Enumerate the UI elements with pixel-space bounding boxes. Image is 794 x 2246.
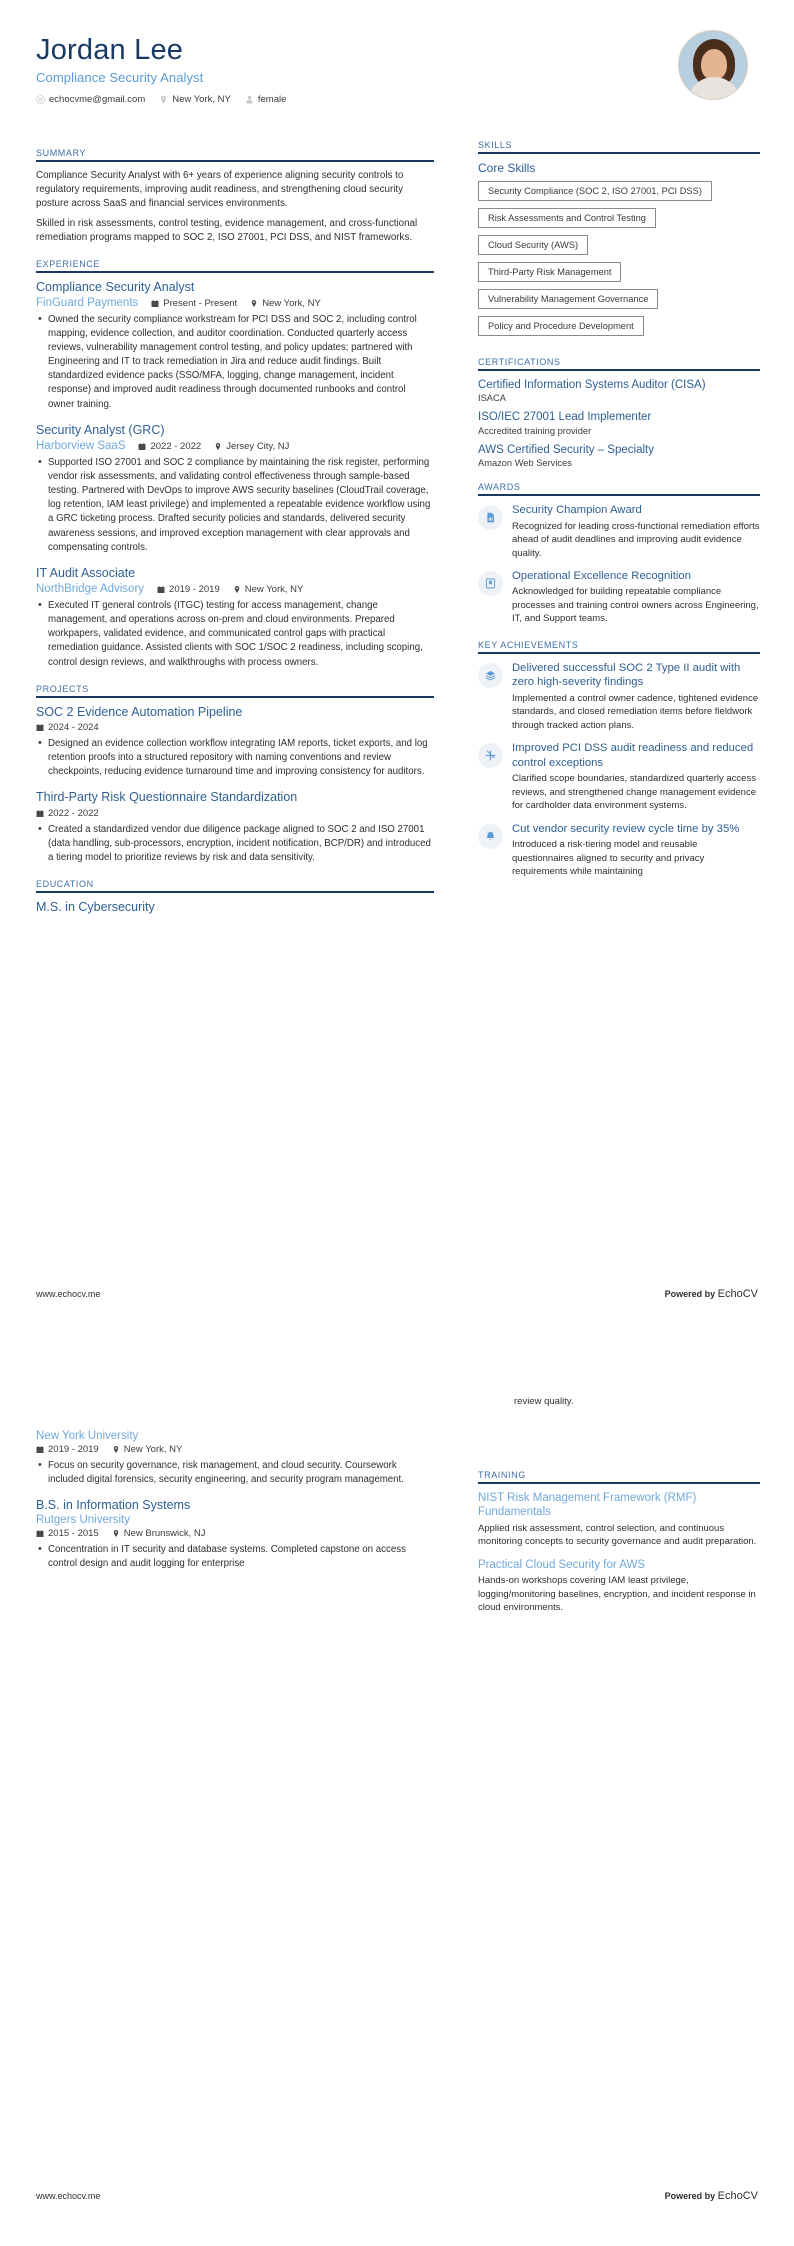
bullet-item: • Designed an evidence collection workflow integrating IAM reports, ticket exports, and log retention proofs into a structured repository with naming conventions and review checkpoints, reducing evidence turnaround time and improving consistency for auditors. [36,737,434,779]
achievement-continuation: review quality. [514,1396,574,1407]
section-training [478,1470,760,1615]
achievement-title: Cut vendor security review cycle time by 35% [512,822,740,835]
award-title: Operational Excellence Recognition [512,570,691,583]
education-location [112,1444,183,1455]
education-heading: EDUCATION [36,879,94,890]
header-left [36,30,286,105]
section-certifications [478,357,760,468]
experience-heading: EXPERIENCE [36,258,101,269]
location-pin-icon [250,299,258,308]
experience-bullets [36,456,434,554]
bell-icon [478,824,503,849]
contact-row [36,94,286,105]
award-description: Acknowledged for building repeatable compliance processes and training control owners across Engineering, IT, and Support teams. [512,586,759,625]
right-column-page-2 [478,1470,760,1629]
calendar-icon [36,1445,44,1454]
achievement-description: Implemented a control owner cadence, tightened evidence standards, and closed remediation items before fieldwork through tracked action plans. [512,692,759,731]
section-projects [36,684,434,866]
section-education [36,879,434,916]
left-column-page-2 [36,1430,434,1582]
certifications-heading: CERTIFICATIONS [478,357,561,367]
page-title: Jordan Lee [36,34,184,66]
project-dates [36,722,99,733]
right-column [478,140,760,893]
achievement-body [512,741,760,812]
footer-url: www.echocv.me [36,2191,101,2201]
education-dates-text: 2019 - 2019 [48,1444,99,1455]
certifications-rule [478,369,760,371]
left-column [36,148,434,930]
resume-header [0,0,794,105]
experience-location-text: Jersey City, NJ [226,440,290,452]
summary-heading: SUMMARY [36,148,87,158]
certification-issuer: Amazon Web Services [478,458,572,469]
education-bullets [36,1459,434,1487]
footer-powered-prefix: Powered by [664,2191,716,2201]
award-description: Recognized for leading cross-functional remediation efforts ahead of audit deadlines and improving audit evidence quality. [512,520,760,559]
experience-location-text: New York, NY [244,583,304,595]
experience-dates [157,584,220,595]
section-skills [478,140,760,343]
contact-location [159,94,231,105]
education-meta [36,1528,434,1539]
project-bullets [36,823,434,865]
summary-rule [36,160,434,162]
location-pin-icon [233,585,241,594]
certification-item [478,410,760,435]
experience-entry [36,280,434,412]
certification-item [478,378,760,403]
project-name: Third-Party Risk Questionnaire Standardization [36,790,298,805]
project-dates-text: 2022 - 2022 [48,808,99,820]
bookmark-icon [478,571,503,596]
education-dates [36,1528,99,1539]
certification-issuer: ISACA [478,393,506,404]
experience-meta [36,583,434,595]
project-dates [36,808,99,819]
project-meta [36,722,434,733]
footer-brand-name: EchoCV [717,2190,758,2202]
section-summary [36,148,434,245]
calendar-icon [151,299,159,308]
key-achievements-rule [478,652,760,654]
training-description: Hands-on workshops covering IAM least privilege, logging/monitoring baselines, encryption, and incident response in cloud environments. [478,1575,756,1614]
education-bullets [36,1543,434,1571]
skill-tag: Risk Assessments and Control Testing [478,208,656,228]
certification-name: ISO/IEC 27001 Lead Implementer [478,411,652,424]
footer-url: www.echocv.me [36,1289,101,1299]
skills-subheading: Core Skills [478,161,536,175]
person-icon [245,95,254,104]
bullet-item: • Owned the security compliance workstream for PCI DSS and SOC 2, including control mapping, evidence collection, and auditor coordination. Conducted quarterly access reviews, vulnerability management control testing, and policy updates; partnered with Engineering and IT to track remediation in Jira and reduce audit findings. Built standardized evidence packs (SSO/MFA, logging, change management, incident response) and improved audit readiness through documented runbooks and control owner training. [36,313,434,411]
page-footer [36,2190,758,2202]
footer-brand [665,2190,758,2202]
experience-org: Harborview SaaS [36,440,126,453]
skills-heading: SKILLS [478,140,513,150]
header-job-title: Compliance Security Analyst [36,70,204,86]
achievement-description: Introduced a risk-tiering model and reusable questionnaires aligned to security and privacy requirements while maintaining [512,839,705,878]
training-name: Practical Cloud Security for AWS [478,1558,646,1571]
project-dates-text: 2024 - 2024 [48,722,99,734]
calendar-icon [36,723,44,732]
layers-icon [478,663,503,688]
education-school: New York University [36,1430,139,1442]
calendar-icon [157,585,165,594]
experience-location [214,441,289,452]
award-body [512,569,760,626]
skill-tag: Vulnerability Management Governance [478,289,658,309]
avatar [678,30,748,100]
certification-issuer: Accredited training provider [478,425,592,436]
document-chart-icon [478,505,503,530]
contact-email-text: echocvme@gmail.com [49,94,146,106]
section-key-achievements [478,640,760,879]
footer-powered-prefix: Powered by [664,1289,716,1299]
education-degree: M.S. in Cybersecurity [36,900,155,915]
summary-paragraph: Compliance Security Analyst with 6+ years of experience aligning security controls to regulatory requirements, improving audit readiness, and strengthening cloud security posture across SaaS and financial services environments. [36,170,404,209]
training-name: NIST Risk Management Framework (RMF) Fundamentals [478,1492,697,1519]
skills-tag-list [478,181,760,343]
bullet-item: • Supported ISO 27001 and SOC 2 compliance by maintaining the risk register, performing vendor risk assessments, and validating control effectiveness through sample-based testing. Partnered with DevOps to improve AWS security baselines (CloudTrail coverage, log retention, IAM least privilege) and implemented a repeatable evidence workflow using a GRC ticketing process. Drafted security policies and standards, delivered security awareness sessions, and improved exception management with clear approvals and compensating controls. [36,456,434,554]
education-location-text: New Brunswick, NJ [123,1527,206,1539]
bullet-item: • Concentration in IT security and database systems. Completed capstone on access control design and audit logging for enterprise [36,1543,434,1571]
education-degree: B.S. in Information Systems [36,1498,191,1513]
certification-item [478,443,760,468]
skill-tag: Policy and Procedure Development [478,316,644,336]
experience-dates [151,298,237,309]
contact-location-text: New York, NY [172,94,231,106]
project-entry [36,705,434,780]
achievement-description: Clarified scope boundaries, standardized quarterly access reviews, and strengthened change management evidence for cardholder data environment systems. [512,773,756,812]
education-entry [36,900,434,916]
experience-dates-text: 2019 - 2019 [169,583,220,595]
bullet-item: • Focus on security governance, risk management, and cloud security. Coursework included digital forensics, security engineering, and security program management. [36,1459,434,1487]
section-awards [478,482,760,626]
achievement-body [512,822,760,879]
location-pin-icon [159,95,168,104]
experience-dates [138,441,201,452]
experience-meta [36,440,434,452]
experience-rule [36,271,434,273]
experience-meta [36,297,434,309]
education-entry [36,1430,434,1487]
certification-name: AWS Certified Security – Specialty [478,443,654,456]
experience-location [233,584,304,595]
achievement-item [478,822,760,879]
summary-paragraph: Skilled in risk assessments, control testing, evidence management, and cross-functional remediation programs mapped to SOC 2, ISO 27001, PCI DSS, and NIST frameworks. [36,217,418,243]
footer-brand [665,1288,758,1300]
training-heading: TRAINING [478,1470,526,1480]
experience-location-text: New York, NY [262,297,321,309]
experience-dates-text: Present - Present [163,297,238,309]
experience-org: FinGuard Payments [36,297,139,310]
training-rule [478,1482,760,1484]
training-item [478,1491,760,1549]
location-pin-icon [112,1529,120,1538]
education-dates [36,1444,99,1455]
achievement-item [478,741,760,812]
award-item [478,569,760,626]
bullet-item: • Created a standardized vendor due diligence package aligned to SOC 2 and ISO 27001 (data handling, sub-processors, encryption, incident notification, BCP/DR) and introduced a tiering model to prioritize reviews by risk and data sensitivity. [36,823,434,865]
section-experience [36,259,434,670]
award-body [512,503,760,560]
page-footer [36,1288,758,1300]
experience-entry [36,566,434,670]
avatar-face [701,49,727,80]
achievement-item [478,661,760,732]
achievement-title: Delivered successful SOC 2 Type II audit with zero high-severity findings [512,661,741,689]
project-meta [36,808,434,819]
education-dates-text: 2015 - 2015 [48,1527,99,1539]
experience-role: IT Audit Associate [36,565,136,580]
project-bullets [36,737,434,779]
calendar-icon [36,1529,44,1538]
calendar-icon [138,442,146,451]
experience-role: Security Analyst (GRC) [36,422,165,437]
experience-dates-text: 2022 - 2022 [150,440,202,452]
achievement-title: Improved PCI DSS audit readiness and reduced control exceptions [512,742,754,769]
awards-rule [478,494,760,496]
contact-gender-text: female [257,94,287,106]
projects-heading: PROJECTS [36,683,89,694]
education-meta [36,1444,434,1455]
calendar-icon [36,809,44,818]
key-achievements-heading: KEY ACHIEVEMENTS [478,639,579,650]
experience-org: NorthBridge Advisory [36,583,145,596]
contact-gender [245,94,287,105]
certification-name: Certified Information Systems Auditor (CISA) [478,379,706,391]
award-item [478,503,760,560]
awards-heading: AWARDS [478,482,521,493]
education-rule [36,891,434,893]
email-icon [36,95,45,104]
experience-role: Compliance Security Analyst [36,279,195,294]
training-description: Applied risk assessment, control selection, and continuous monitoring concepts to security governance and audit preparation. [478,1522,757,1548]
footer-brand-name: EchoCV [717,1288,758,1300]
achievement-body [512,661,760,732]
location-pin-icon [214,442,222,451]
bullet-item: • Executed IT general controls (ITGC) testing for access management, change management, and operations across on-prem and cloud environments. Prepared workpapers, validated evidence, and communicated control gaps with practical remediation guidance. Assisted clients with SOC 1/SOC 2 readiness, including scoping, control design reviews, and walkthroughs with process owners. [36,599,434,669]
education-entry [36,1498,434,1571]
education-school: Rutgers University [36,1513,130,1526]
project-name: SOC 2 Evidence Automation Pipeline [36,704,243,719]
project-entry [36,790,434,865]
projects-rule [36,696,434,698]
experience-bullets [36,599,434,669]
award-title: Security Champion Award [512,504,642,517]
contact-email [36,94,145,105]
skill-tag: Security Compliance (SOC 2, ISO 27001, PCI DSS) [478,181,712,201]
skills-rule [478,152,760,154]
experience-location [250,298,321,309]
experience-bullets [36,313,434,411]
skill-tag: Third-Party Risk Management [478,262,621,282]
education-location [112,1528,206,1539]
education-location-text: New York, NY [123,1444,183,1455]
location-pin-icon [112,1445,120,1454]
training-item [478,1558,760,1615]
skill-tag: Cloud Security (AWS) [478,235,588,255]
sparkle-icon [478,743,503,768]
experience-entry [36,423,434,555]
